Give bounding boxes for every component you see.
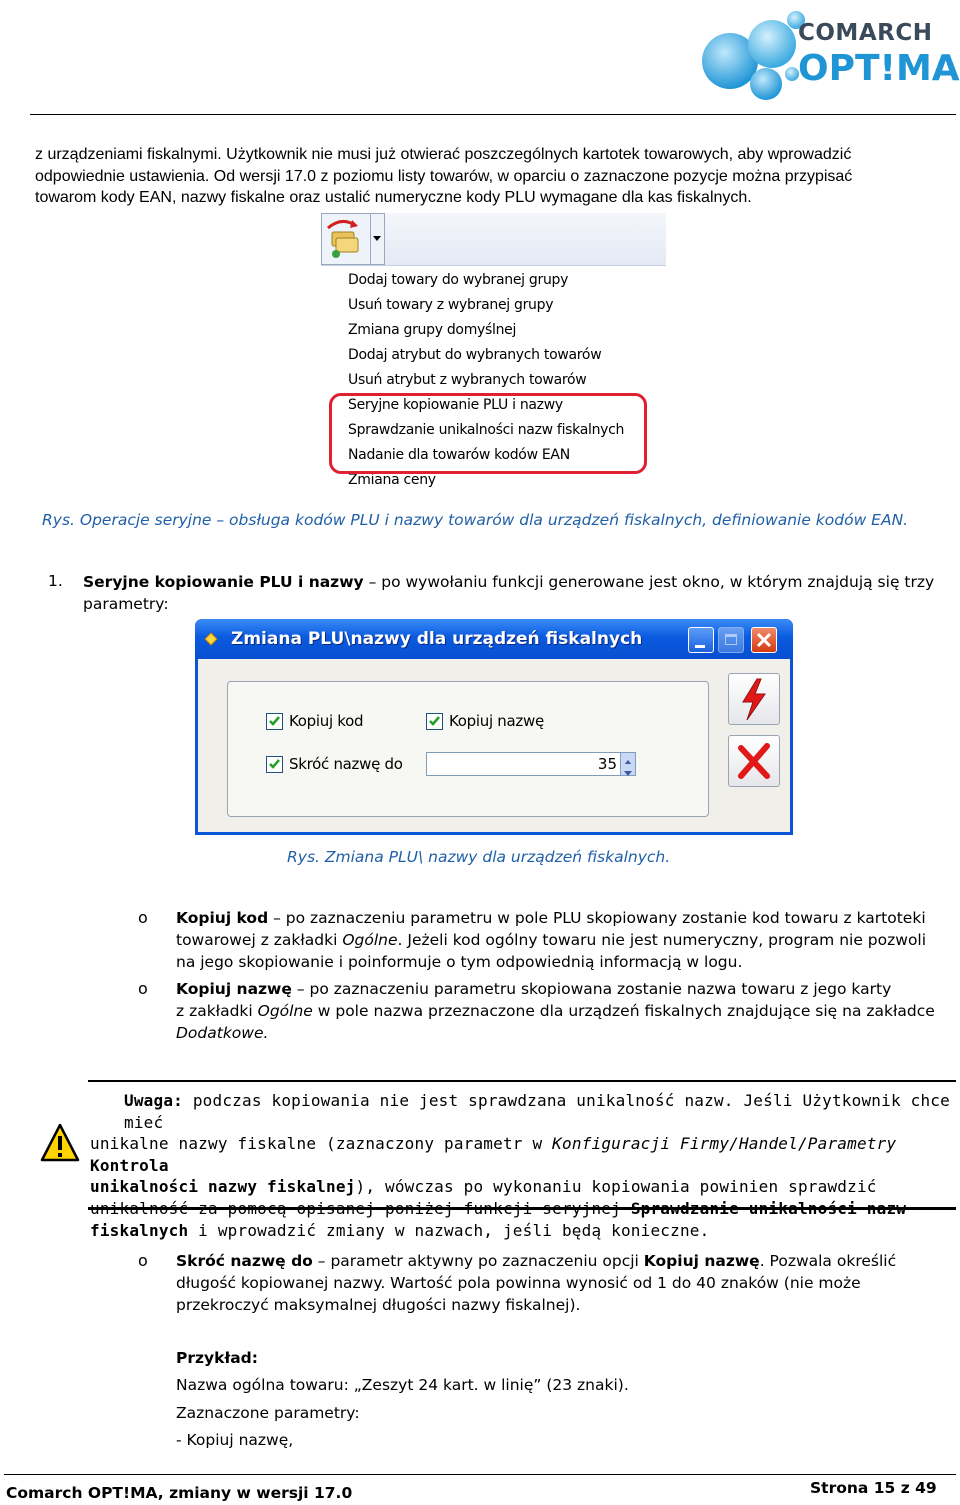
bullet-text: – parametr aktywny po zaznaczeniu opcji [312,1252,644,1270]
minimize-icon [695,645,705,648]
spinner-down-button[interactable] [620,764,635,775]
batch-operations-button[interactable] [321,213,371,265]
dialog-titlebar [195,619,793,659]
note-label: Uwaga: [124,1091,183,1110]
bullet-paragraph [176,979,956,1044]
checkbox-checked-icon [266,756,283,773]
bullet-marker: o [138,1251,148,1270]
warning-icon [40,1122,80,1164]
bullet-text: długość kopiowanej nazwy. Wartość pola powinna wynosić od 1 do 40 znaków (nie może [176,1273,861,1292]
checkbox-label: Skróć nazwę do [289,755,403,773]
checkbox-skroc-nazwe[interactable] [266,755,403,773]
checkbox-kopiuj-kod[interactable] [266,712,363,730]
dialog-window [195,619,793,835]
checkbox-checked-icon [266,713,283,730]
cancel-x-icon [729,736,779,786]
example-line: Zaznaczone parametry: [176,1404,360,1422]
intro-line: odpowiednie ustawienia. Od wersji 17.0 z poziomu listy towarów, w oparciu o zaznaczone pozycje można przypisać [35,167,853,185]
intro-line: z urządzeniami fiskalnymi. Użytkownik nie musi już otwierać poszczególnych kartotek towarowych, aby wprowadzić [35,146,852,163]
execute-button[interactable] [728,673,780,725]
bullet-text-italic: Ogólne [342,930,398,949]
example-line: - Kopiuj nazwę, [176,1431,294,1449]
bullet-text: z zakładki [176,1001,258,1020]
item1-dash: – [363,573,382,591]
note-text: unikalne nazwy fiskalne (zaznaczony parametr w [90,1134,553,1154]
checkbox-checked-icon [426,713,443,730]
bullet-marker: o [138,908,148,927]
bullet-paragraph [176,1251,956,1316]
note-text-bold: unikalności nazwy fiskalnej [90,1177,356,1197]
menu-item[interactable]: Dodaj towary do wybranej grupy [348,272,569,288]
bullet-text: przekroczyć maksymalnej długości nazwy fiskalnej). [176,1295,581,1314]
batch-operations-icon [322,214,370,264]
item1-text: parametry: [83,594,169,613]
note-text-bold: Kontrola [90,1155,169,1175]
toolbar-strip [321,213,666,266]
footer-page-number: Strona 15 z 49 [810,1479,937,1497]
dialog-title: Zmiana PLU\nazwy dla urządzeń fiskalnych [231,629,643,649]
caption-prefix: Rys. [42,511,75,529]
note-text: ), wówczas po wykonaniu kopiowania powinien sprawdzić [355,1177,877,1197]
example-line: Nazwa ogólna towaru: „Zeszyt 24 kart. w linię” (23 znaki). [176,1376,629,1394]
menu-item[interactable]: Dodaj atrybut do wybranych towarów [348,347,602,363]
bullet-text: w pole nazwa przeznaczone dla urządzeń fiskalnych znajdujące się na zakładce [312,1001,935,1020]
bullet-title: Kopiuj kod [176,909,269,927]
bullet-text: – po zaznaczeniu parametru w pole PLU skopiowany zostanie kod towaru z kartoteki [268,909,926,927]
note-text: i wprowadzić zmiany w nazwach, jeśli będą konieczne. [188,1220,710,1240]
bullet-text: – po zaznaczeniu parametru skopiowana zostanie nazwa towaru z jego karty [291,980,892,998]
bullet-title: Skróć nazwę do [176,1252,313,1270]
spinner-up-button[interactable] [620,753,635,764]
dialog-body [198,659,790,832]
menu-item[interactable]: Usuń atrybut z wybranych towarów [348,372,587,388]
app-icon [203,631,219,647]
footer-rule [4,1474,956,1475]
close-icon [752,628,776,652]
chevron-down-icon [371,214,383,264]
list-number: 1. [48,572,63,590]
checkbox-kopiuj-nazwe[interactable] [426,712,544,730]
note-rule-bottom [88,1207,956,1210]
example-title: Przykład: [176,1349,258,1367]
bullet-text: . Pozwala określić [759,1252,897,1270]
header-rule [30,114,956,115]
menu-item[interactable]: Seryjne kopiowanie PLU i nazwy [348,397,563,413]
length-spinner[interactable] [426,752,636,776]
menu-item[interactable]: Nadanie dla towarów kodów EAN [348,447,570,463]
checkbox-label: Kopiuj nazwę [449,712,544,730]
bullet-text-bold: Kopiuj nazwę [643,1252,760,1270]
intro-line: towarom kody EAN, nazwy fiskalne oraz ustalić numeryczne kody PLU wymagane dla kas fiskalnych. [35,189,752,206]
bullet-title: Kopiuj nazwę [176,980,292,998]
menu-item[interactable]: Zmiana grupy domyślnej [348,322,517,338]
logo [700,6,960,106]
cancel-button[interactable] [728,735,780,787]
note-text-bold: fiskalnych [90,1220,189,1240]
menu-item[interactable]: Sprawdzanie unikalności nazw fiskalnych [348,422,625,438]
lightning-icon [729,674,779,724]
bullet-text: towarowej z zakładki [176,930,343,949]
close-button[interactable] [751,627,777,653]
bullet-paragraph [176,908,956,973]
note-paragraph [90,1090,956,1241]
footer-left: Comarch OPT!MA, zmiany w wersji 17.0 [6,1484,353,1502]
item1-title: Seryjne kopiowanie PLU i nazwy [83,573,364,591]
highlight-frame [329,393,647,474]
logo-bubbles-icon [700,6,810,106]
menu-item[interactable]: Zmiana ceny [348,472,436,488]
bullet-text-italic: Ogólne [257,1001,313,1020]
dropdown-arrow-button[interactable] [371,213,385,265]
checkbox-label: Kopiuj kod [289,712,364,730]
note-rule-top [88,1080,956,1082]
bullet-marker: o [138,979,148,998]
note-text-italic: Konfiguracji Firmy/Handel/Parametry [552,1134,897,1154]
maximize-button[interactable] [718,627,744,653]
spinner-value: 35 [597,755,617,773]
minimize-button[interactable] [688,627,714,653]
caption-text: Operacje seryjne – obsługa kodów PLU i nazwy towarów dla urządzeń fiskalnych, definiowanie kodów EAN. [74,511,909,529]
item1-paragraph [83,572,958,615]
bullet-text-italic: Dodatkowe. [176,1023,269,1042]
params-group [227,681,709,817]
figure-caption: Rys. Zmiana PLU\ nazwy dla urządzeń fiskalnych. [287,848,671,866]
bullet-text: na jego skopiowanie i poinformuje o tym odpowiednią informacją w logu. [176,952,743,971]
logo-optima: OPT!MA [798,48,960,89]
logo-comarch: COMARCH [798,20,933,46]
note-text: podczas kopiowania nie jest sprawdzana unikalność nazw. Jeśli Użytkownik chce mieć [124,1091,950,1132]
bullet-text: . Jeżeli kod ogólny towaru nie jest numeryczny, program nie pozwoli [397,930,927,949]
maximize-icon [725,634,737,645]
item1-text: po wywołaniu funkcji generowane jest okno, w którym znajdują się trzy [381,573,935,591]
menu-item[interactable]: Usuń towary z wybranej grupy [348,297,554,313]
figure-caption [42,511,908,529]
intro-paragraph [35,144,955,209]
